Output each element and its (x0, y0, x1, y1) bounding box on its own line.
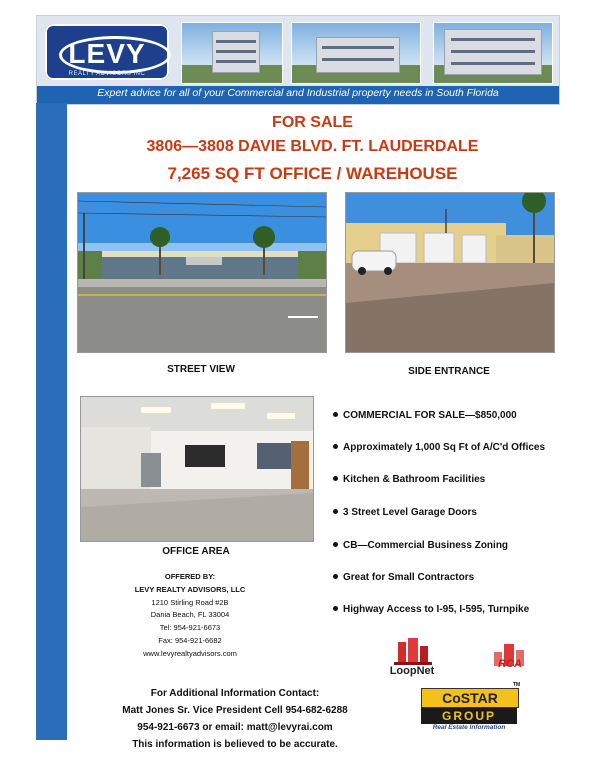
bullet-dot (333, 542, 338, 547)
address-line-2: Dania Beach, FL 33004 (150, 610, 230, 620)
side-entrance-caption: SIDE ENTRANCE (408, 366, 490, 377)
list-item: Kitchen & Bathroom Facilities (333, 474, 485, 485)
fax: Fax: 954-921-6682 (158, 635, 222, 645)
left-accent-bar (36, 103, 67, 740)
office-area-photo (80, 396, 314, 542)
loopnet-text: LoopNet (389, 665, 435, 677)
list-item: 3 Street Level Garage Doors (333, 507, 477, 518)
tagline: Expert advice for all of your Commercial and Industrial property needs in South Florida (97, 87, 499, 99)
disclaimer: This information is believed to be accurate. (132, 739, 338, 750)
telephone: Tel: 954-921-6673 (159, 623, 221, 633)
logo-subtitle: REALTY ADVISORS INC (68, 71, 146, 77)
address-line-1: 1210 Stirling Road #2B (151, 597, 229, 607)
office-area-caption: OFFICE AREA (162, 546, 230, 557)
street-view-caption: STREET VIEW (167, 364, 235, 375)
company-name: LEVY REALTY ADVISORS, LLC (134, 584, 246, 594)
header-photo-2 (291, 22, 421, 84)
contact-heading: For Additional Information Contact: (150, 688, 320, 699)
list-item: Approximately 1,000 Sq Ft of A/C'd Offices (333, 442, 545, 453)
list-item: Great for Small Contractors (333, 572, 474, 583)
contact-email: 954-921-6673 or email: matt@levyrai.com (137, 722, 333, 733)
contact-block (90, 685, 380, 753)
size-title: 7,265 SQ FT OFFICE / WAREHOUSE (167, 164, 458, 183)
costar-subtitle: Real Estate Information (432, 724, 506, 731)
list-item: COMMERCIAL FOR SALE—$850,000 (333, 410, 517, 421)
contact-person: Matt Jones Sr. Vice President Cell 954-682-6288 (122, 705, 348, 716)
bullet-dot (333, 509, 338, 514)
street-view-photo (77, 192, 327, 353)
side-entrance-photo (345, 192, 555, 353)
list-item: CB—Commercial Business Zoning (333, 540, 508, 551)
bullet-dot (333, 476, 338, 481)
header-photo-3 (433, 22, 553, 84)
loopnet-logo (384, 636, 440, 682)
costar-logo (421, 682, 521, 734)
costar-group: GROUP (421, 708, 517, 724)
logo-name: LEVY (68, 38, 146, 69)
list-item: Highway Access to I-95, I-595, Turnpike (333, 604, 529, 615)
bullet-dot (333, 412, 338, 417)
costar-top: CoSTAR (421, 688, 519, 708)
bullet-dot (333, 574, 338, 579)
address-title: 3806—3808 DAVIE BLVD. FT. LAUDERDALE (146, 138, 479, 155)
rca-logo (490, 640, 530, 676)
trademark: TM (513, 682, 521, 688)
levy-logo (45, 24, 169, 80)
for-sale-title: FOR SALE (272, 114, 353, 131)
bullet-dot (333, 606, 338, 611)
header-photo-1 (181, 22, 283, 84)
bullet-dot (333, 444, 338, 449)
offered-by-block (120, 571, 260, 661)
rca-text: RCA (498, 658, 522, 670)
header-banner (36, 15, 560, 105)
website: www.levyrealtyadvisors.com (143, 648, 237, 658)
offered-heading: OFFERED BY: (164, 572, 216, 581)
